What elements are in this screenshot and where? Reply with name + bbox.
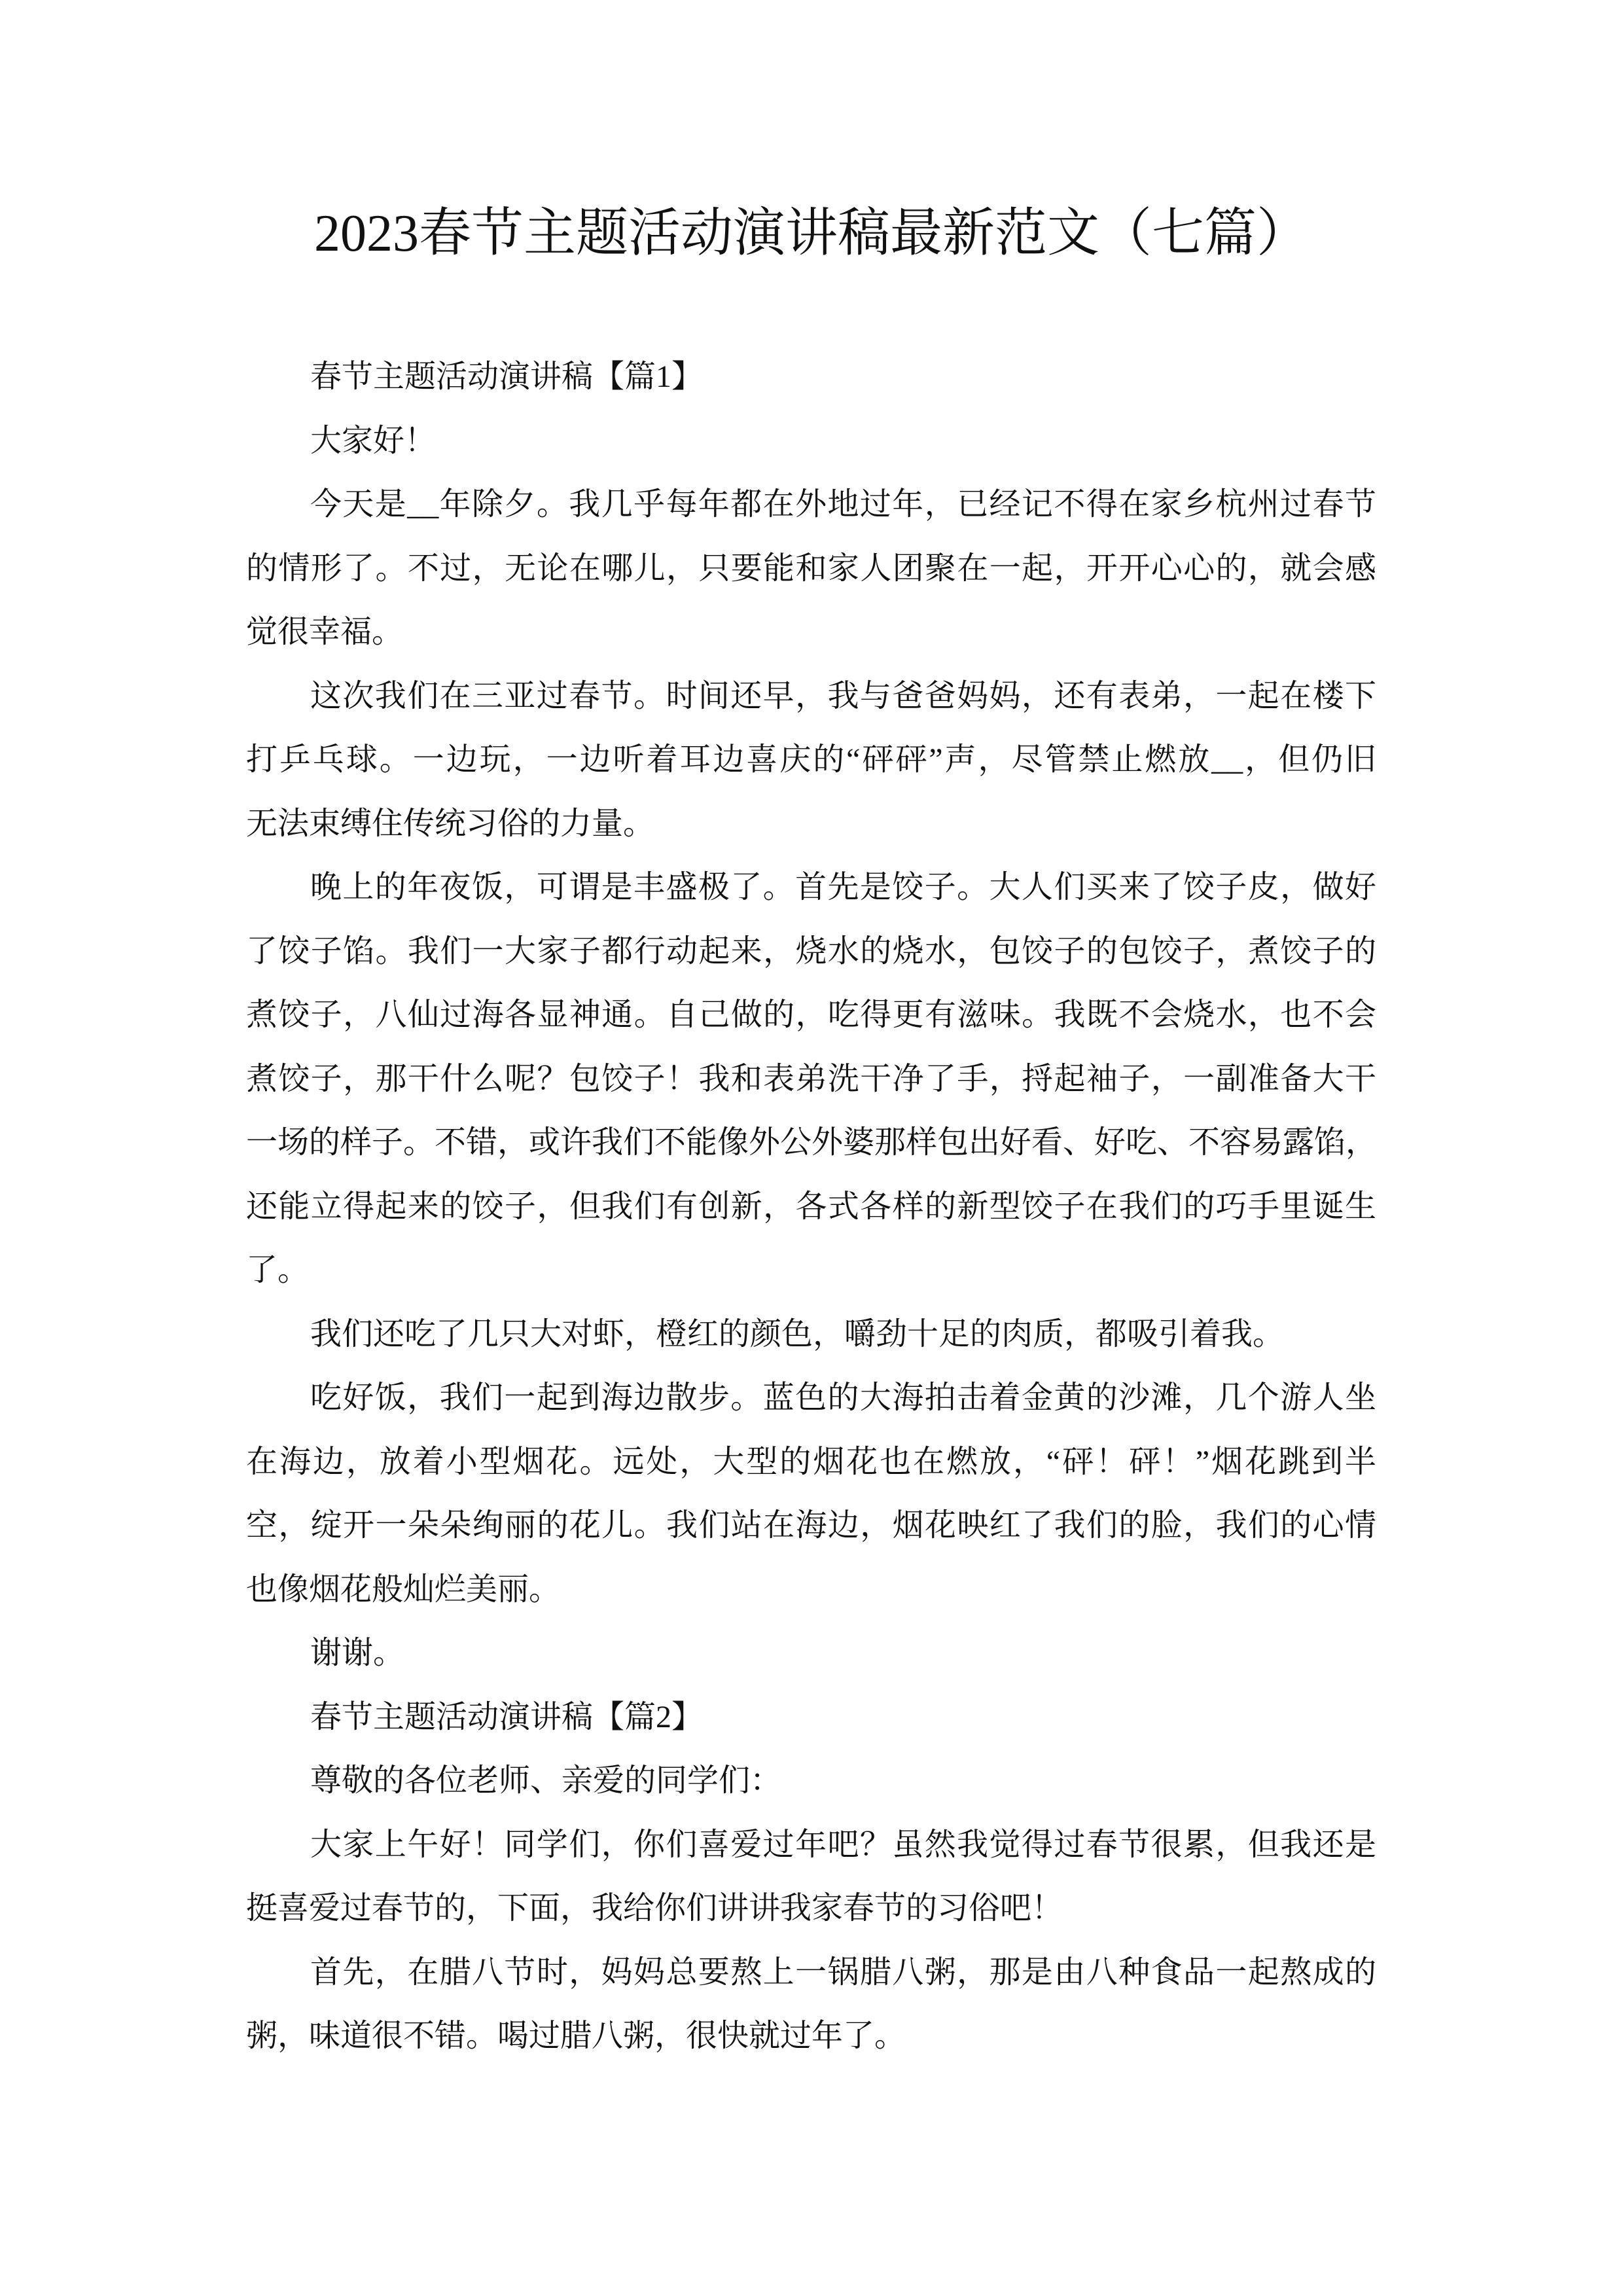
text-line: 我们还吃了几只大对虾，橙红的颜色，嚼劲十足的肉质，都吸引着我。	[310, 1316, 1285, 1352]
text-line: 了饺子馅。我们一大家子都行动起来，烧水的烧水，包饺子的包饺子，煮饺子的	[246, 933, 1376, 969]
text-line: 大家上午好！同学们，你们喜爱过年吧？虽然我觉得过春节很累，但我还是	[310, 1827, 1376, 1862]
text-line: 今天是__年除夕。我几乎每年都在外地过年，已经记不得在家乡杭州过春节	[310, 487, 1376, 522]
text-line: 粥，味道很不错。喝过腊八粥，很快就过年了。	[246, 2018, 906, 2053]
text-line: 煮饺子，八仙过海各显神通。自己做的，吃得更有滋味。我既不会烧水，也不会	[246, 997, 1376, 1032]
text-line: 吃好饭，我们一起到海边散步。蓝色的大海拍击着金黄的沙滩，几个游人坐	[310, 1380, 1376, 1415]
text-line: 空，绽开一朵朵绚丽的花儿。我们站在海边，烟花映红了我们的脸，我们的心情	[246, 1508, 1376, 1543]
text-line: 无法束缚住传统习俗的力量。	[246, 806, 655, 841]
text-line: 打乒乓球。一边玩，一边听着耳边喜庆的“砰砰”声，尽管禁止燃放__，但仍旧	[246, 742, 1376, 777]
text-line: 春节主题活动演讲稿【篇2】	[310, 1699, 704, 1734]
paragraph	[246, 855, 1376, 1302]
paragraph	[246, 664, 1376, 856]
text-line: 了。	[246, 1253, 310, 1287]
text-line: 也像烟花般灿烂美丽。	[246, 1571, 561, 1607]
text-line: 大家好！	[310, 423, 437, 458]
paragraph	[246, 345, 1376, 409]
text-line: 谢谢。	[310, 1636, 405, 1670]
text-line: 觉很幸福。	[246, 615, 404, 649]
text-line: 的情形了。不过，无论在哪儿，只要能和家人团聚在一起，开开心心的，就会感	[246, 550, 1376, 586]
paragraph	[246, 1813, 1376, 1941]
paragraph	[246, 1685, 1376, 1749]
text-line: 挺喜爱过春节的，下面，我给你们讲讲我家春节的习俗吧！	[246, 1891, 1063, 1926]
text-line: 还能立得起来的饺子，但我们有创新，各式各样的新型饺子在我们的巧手里诞生	[246, 1189, 1376, 1224]
text-line: 这次我们在三亚过春节。时间还早，我与爸爸妈妈，还有表弟，一起在楼下	[310, 678, 1376, 713]
paragraph	[246, 1621, 1376, 1685]
document-title: 2023春节主题活动演讲稿最新范文（七篇）	[314, 205, 1309, 262]
text-line: 春节主题活动演讲稿【篇1】	[310, 359, 704, 394]
paragraph	[246, 409, 1376, 473]
paragraph	[246, 1749, 1376, 1813]
paragraph	[246, 1366, 1376, 1621]
document-body	[246, 345, 1376, 2068]
paragraph	[246, 1941, 1376, 2068]
paragraph	[246, 1302, 1376, 1367]
text-line: 煮饺子，那干什么呢？包饺子！我和表弟洗干净了手，捋起袖子，一副准备大干	[246, 1061, 1376, 1096]
text-line: 在海边，放着小型烟花。远处，大型的烟花也在燃放，“砰！砰！”烟花跳到半	[246, 1444, 1376, 1479]
text-line: 晚上的年夜饭，可谓是丰盛极了。首先是饺子。大人们买来了饺子皮，做好	[310, 870, 1376, 905]
text-line: 尊敬的各位老师、亲爱的同学们：	[310, 1763, 782, 1798]
text-line: 一场的样子。不错，或许我们不能像外公外婆那样包出好看、好吃、不容易露馅，	[246, 1125, 1378, 1160]
text-line: 首先，在腊八节时，妈妈总要熬上一锅腊八粥，那是由八种食品一起熬成的	[310, 1954, 1376, 1990]
paragraph	[246, 473, 1376, 664]
